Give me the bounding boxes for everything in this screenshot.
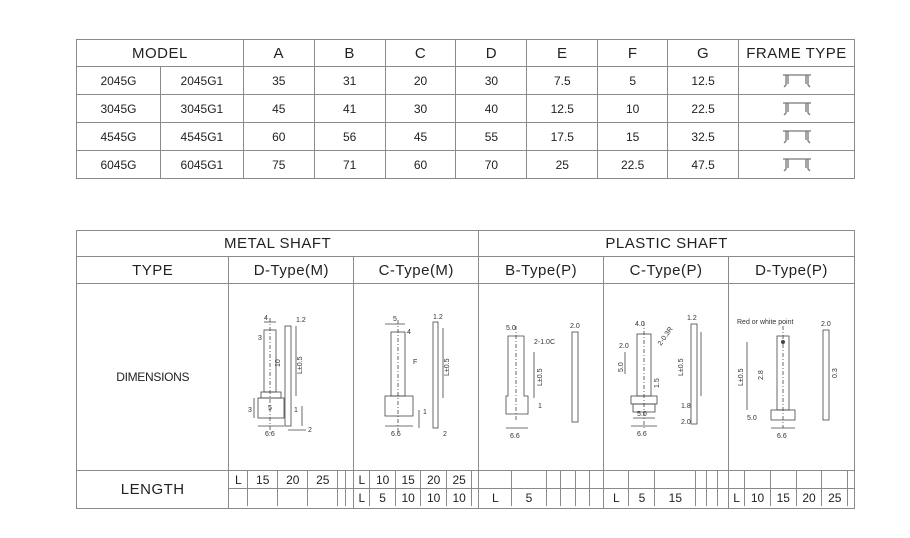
value-f: 15 xyxy=(598,123,668,151)
length-cell xyxy=(707,489,718,507)
length-cell: 25 xyxy=(822,489,848,507)
length-cell xyxy=(561,471,576,489)
frame-profile-icon xyxy=(780,73,814,89)
length-cell: 15 xyxy=(248,471,278,489)
length-cell xyxy=(590,489,603,507)
value-g: 12.5 xyxy=(668,67,739,95)
dim-6-6: 6.6 xyxy=(265,431,276,438)
length-cell: 25 xyxy=(446,471,472,489)
frame-profile-icon xyxy=(780,129,814,145)
value-g: 32.5 xyxy=(668,123,739,151)
value-b: 41 xyxy=(314,95,385,123)
length-cell xyxy=(479,471,512,489)
length-grid xyxy=(604,471,728,506)
length-grid xyxy=(729,471,854,506)
length-cell xyxy=(472,489,478,507)
length-d-metal xyxy=(229,471,354,509)
value-e: 12.5 xyxy=(527,95,598,123)
type-d-metal: D-Type(M) xyxy=(229,257,354,284)
model-code: 2045G xyxy=(77,67,161,95)
length-b-plastic xyxy=(479,471,604,509)
value-e: 7.5 xyxy=(527,67,598,95)
length-grid xyxy=(479,471,603,506)
value-e: 25 xyxy=(527,151,598,179)
value-c: 60 xyxy=(385,151,456,179)
dim-f: F xyxy=(413,359,418,366)
length-cell xyxy=(707,471,718,489)
shaft-drawing-c-metal xyxy=(361,312,471,442)
dim-2-0: 2.0 xyxy=(820,321,831,328)
length-cell xyxy=(590,471,603,489)
dim-10: 10 xyxy=(275,359,283,367)
length-cell: L xyxy=(479,489,512,507)
dim-1-5: 1.5 xyxy=(654,378,662,388)
length-cell: L xyxy=(354,471,370,489)
dim-2: 2 xyxy=(443,431,448,438)
length-cell xyxy=(770,471,796,489)
dim-1: 1 xyxy=(538,403,543,410)
length-cell xyxy=(308,489,338,507)
length-label: LENGTH xyxy=(77,471,229,509)
table-row xyxy=(77,123,855,151)
length-cell: 10 xyxy=(745,489,771,507)
value-g: 47.5 xyxy=(668,151,739,179)
length-cell xyxy=(575,489,590,507)
length-cell: 20 xyxy=(421,471,447,489)
dim-6-6: 6.6 xyxy=(391,431,401,438)
frame-type-cell xyxy=(739,151,855,179)
dim-5-0b: 5.0 xyxy=(637,411,647,418)
dim-note: Red or white point xyxy=(736,319,793,326)
length-cell xyxy=(546,489,561,507)
length-cell: 5 xyxy=(512,489,546,507)
dim-1-8: 1.8 xyxy=(681,403,691,410)
dim-2: 2 xyxy=(308,427,313,434)
value-c: 30 xyxy=(385,95,456,123)
dim-radius: 2-0.3R xyxy=(656,325,675,348)
value-a: 45 xyxy=(243,95,314,123)
dim-l: L±0.5 xyxy=(737,368,745,386)
type-label: TYPE xyxy=(77,257,229,284)
group-plastic-shaft: PLASTIC SHAFT xyxy=(479,231,855,257)
value-b: 31 xyxy=(314,67,385,95)
length-row xyxy=(77,471,855,509)
length-cell xyxy=(512,471,546,489)
length-cell xyxy=(604,471,629,489)
model-code-alt: 3045G1 xyxy=(160,95,243,123)
length-cell xyxy=(729,471,745,489)
header-model: MODEL xyxy=(77,40,244,67)
dim-1-2: 1.2 xyxy=(687,315,697,322)
length-cell: 15 xyxy=(655,489,696,507)
dim-2-0: 2.0 xyxy=(619,343,629,350)
length-cell: L xyxy=(229,471,247,489)
frame-type-cell xyxy=(739,123,855,151)
length-cell xyxy=(848,489,854,507)
drawing-d-metal xyxy=(229,284,354,471)
frame-type-cell xyxy=(739,67,855,95)
value-b: 56 xyxy=(314,123,385,151)
dimensions-row xyxy=(77,284,855,471)
length-d-plastic xyxy=(729,471,855,509)
dim-4-0: 4.0 xyxy=(635,321,645,328)
dim-6-6: 6.6 xyxy=(510,433,520,440)
length-cell xyxy=(575,471,590,489)
dim-1: 1 xyxy=(423,409,428,416)
dim-0-3: 0.3 xyxy=(831,368,839,378)
dim-3: 3 xyxy=(258,335,263,342)
length-cell xyxy=(629,471,655,489)
length-cell xyxy=(546,471,561,489)
length-cell: 10 xyxy=(421,489,447,507)
group-metal-shaft: METAL SHAFT xyxy=(77,231,479,257)
length-cell xyxy=(848,471,854,489)
length-cell: 25 xyxy=(308,471,338,489)
value-f: 10 xyxy=(598,95,668,123)
value-d: 70 xyxy=(456,151,527,179)
length-cell xyxy=(338,489,346,507)
length-cell xyxy=(822,471,848,489)
model-code: 6045G xyxy=(77,151,161,179)
dim-5: 5 xyxy=(268,405,273,412)
dim-1: 1 xyxy=(294,407,299,414)
length-cell: 15 xyxy=(395,471,421,489)
header-g: G xyxy=(668,40,739,67)
header-f: F xyxy=(598,40,668,67)
length-cell xyxy=(229,489,247,507)
dim-l: L±0.5 xyxy=(678,358,686,376)
value-a: 60 xyxy=(243,123,314,151)
model-code-alt: 2045G1 xyxy=(160,67,243,95)
length-cell: 20 xyxy=(796,489,822,507)
length-grid xyxy=(229,471,353,506)
dim-2-0: 2.0 xyxy=(570,323,580,330)
dim-chamfer: 2-1.0C xyxy=(534,339,556,346)
length-cell xyxy=(346,489,353,507)
dim-tol: 1.2 xyxy=(296,317,307,324)
frame-type-cell xyxy=(739,95,855,123)
length-cell xyxy=(696,471,707,489)
length-cell xyxy=(796,471,822,489)
dim-3b: 3 xyxy=(248,407,253,414)
dim-5: 5 xyxy=(393,316,398,323)
value-d: 40 xyxy=(456,95,527,123)
value-a: 35 xyxy=(243,67,314,95)
length-cell: 20 xyxy=(278,471,308,489)
value-b: 71 xyxy=(314,151,385,179)
length-cell: 10 xyxy=(370,471,396,489)
dim-5-0a: 5.0 xyxy=(618,362,626,372)
dim-6-6: 6.6 xyxy=(776,433,787,440)
length-cell xyxy=(346,471,353,489)
model-code: 3045G xyxy=(77,95,161,123)
length-cell xyxy=(745,471,771,489)
dim-2-8: 2.8 xyxy=(757,370,765,380)
header-d: D xyxy=(456,40,527,67)
dim-l: L±0.5 xyxy=(297,356,305,374)
drawing-c-plastic xyxy=(604,284,729,471)
dim-5-0: 5.0 xyxy=(506,325,516,332)
shaft-table xyxy=(76,230,855,509)
length-cell: L xyxy=(604,489,629,507)
model-header-row xyxy=(77,40,855,67)
length-cell xyxy=(718,471,728,489)
value-c: 45 xyxy=(385,123,456,151)
drawing-c-metal xyxy=(354,284,479,471)
shaft-drawing-c-plastic xyxy=(611,312,721,442)
length-cell: 5 xyxy=(629,489,655,507)
length-cell xyxy=(561,489,576,507)
length-cell: 10 xyxy=(395,489,421,507)
model-code: 4545G xyxy=(77,123,161,151)
model-code-alt: 6045G1 xyxy=(160,151,243,179)
model-table xyxy=(76,39,855,179)
value-f: 22.5 xyxy=(598,151,668,179)
header-a: A xyxy=(243,40,314,67)
length-cell xyxy=(472,471,478,489)
value-f: 5 xyxy=(598,67,668,95)
value-e: 17.5 xyxy=(527,123,598,151)
length-cell: L xyxy=(729,489,745,507)
length-cell: 5 xyxy=(370,489,396,507)
model-code-alt: 4545G1 xyxy=(160,123,243,151)
table-row xyxy=(77,95,855,123)
type-c-plastic: C-Type(P) xyxy=(604,257,729,284)
frame-profile-icon xyxy=(780,101,814,117)
length-cell xyxy=(718,489,728,507)
length-cell xyxy=(338,471,346,489)
dim-top: 4 xyxy=(264,315,269,322)
shaft-drawing-d-plastic xyxy=(733,312,851,442)
type-d-plastic: D-Type(P) xyxy=(729,257,855,284)
drawing-d-plastic xyxy=(729,284,855,471)
shaft-drawing-d-metal xyxy=(236,312,346,442)
value-c: 20 xyxy=(385,67,456,95)
shaft-group-row xyxy=(77,231,855,257)
header-e: E xyxy=(527,40,598,67)
dimensions-label: DIMENSIONS xyxy=(77,284,229,471)
header-c: C xyxy=(385,40,456,67)
length-grid xyxy=(354,471,478,506)
dim-l: L±0.5 xyxy=(444,358,452,376)
shaft-type-row xyxy=(77,257,855,284)
drawing-b-plastic xyxy=(479,284,604,471)
length-cell: L xyxy=(354,489,370,507)
value-d: 30 xyxy=(456,67,527,95)
length-cell: 10 xyxy=(446,489,472,507)
frame-profile-icon xyxy=(780,157,814,173)
length-cell xyxy=(248,489,278,507)
value-a: 75 xyxy=(243,151,314,179)
length-c-metal xyxy=(354,471,479,509)
dim-tol: 1.2 xyxy=(433,314,443,321)
dim-5-0: 5.0 xyxy=(746,415,757,422)
dim-l: L±0.5 xyxy=(537,368,545,386)
dim-4: 4 xyxy=(407,329,412,336)
length-c-plastic xyxy=(604,471,729,509)
length-cell xyxy=(278,489,308,507)
length-cell xyxy=(696,489,707,507)
type-c-metal: C-Type(M) xyxy=(354,257,479,284)
dim-6-6: 6.6 xyxy=(637,431,647,438)
shaft-drawing-b-plastic xyxy=(486,312,596,442)
value-g: 22.5 xyxy=(668,95,739,123)
table-row xyxy=(77,151,855,179)
dim-2-0b: 2.0 xyxy=(681,419,691,426)
header-frame-type: FRAME TYPE xyxy=(739,40,855,67)
table-row xyxy=(77,67,855,95)
header-b: B xyxy=(314,40,385,67)
length-cell xyxy=(655,471,696,489)
length-cell: 15 xyxy=(770,489,796,507)
type-b-plastic: B-Type(P) xyxy=(479,257,604,284)
value-d: 55 xyxy=(456,123,527,151)
